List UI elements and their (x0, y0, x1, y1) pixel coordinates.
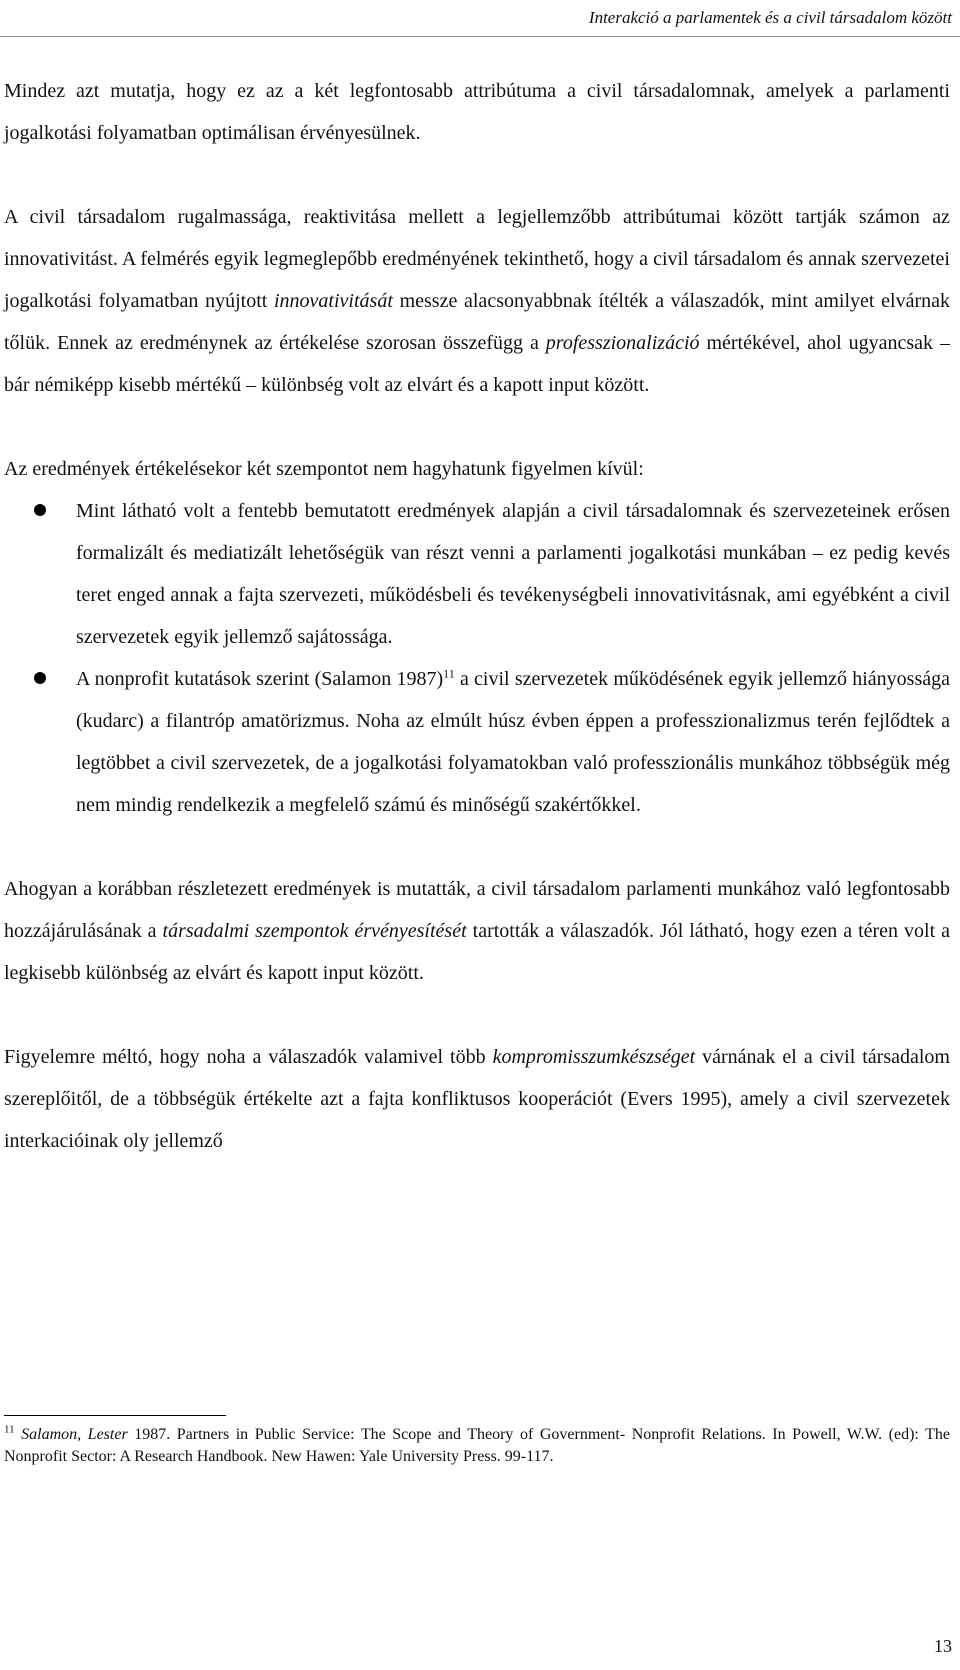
bullet-icon (34, 672, 46, 684)
paragraph-4 (4, 868, 950, 994)
page-body (4, 70, 950, 1162)
bullet-1-text: Mint látható volt a fentebb bemutatott eredmények alapján a civil társadalomnak és szervezeteinek erősen formalizált és mediatizált lehetőségük van részt venni a parlamenti jogalkotási munkában – ez pedig kevés teret enged annak a fajta szervezeti, működésbeli és tevékenységbeli innovativitásnak, ami egyébként a civil szervezetek egyik jellemző sajátossága. (76, 500, 950, 648)
footnote-author: Salamon, Lester (21, 1426, 128, 1443)
paragraph-5 (4, 1036, 950, 1162)
footnote (4, 1424, 950, 1468)
header-rule (0, 36, 960, 37)
footnote-reference: 11 (443, 666, 455, 681)
paragraph-3: Az eredmények értékelésekor két szempontot nem hagyhatunk figyelmen kívül: (4, 458, 644, 480)
paragraph-2 (4, 196, 950, 406)
bullet-2-part-b: a civil szervezetek működésének egyik jellemző hiányossága (kudarc) a filantróp amatörizmus. Noha az elmúlt húsz évben éppen a professzionalizmus terén fejlődtek a legtöbbet a civil szervezetek, de a jogalkotási folyamatokban való professzionális munkához többségük még nem mindig rendelkezik a megfelelő számú és minőségű szakértőkkel. (76, 668, 951, 816)
bullet-icon (34, 504, 46, 516)
bullet-2-part-a: A nonprofit kutatások szerint (Salamon 1987) (76, 668, 444, 690)
paragraph-2-part-b: messze alacsonyabbnak ítélték a válaszadók, mint amilyet elvárnak tőlük. Ennek az eredménynek az értékelése szorosan összefügg a (4, 290, 951, 354)
emphasis-tarsadalmi-szempontok: társadalmi szempontok érvényesítését (162, 920, 467, 942)
paragraph-4-part-a: Ahogyan a korábban részletezett eredmények is mutatták, a civil társadalom parlamenti munkához való legfontosabb hozzájárulásának a (4, 878, 950, 942)
emphasis-innovativitas: innovativitását (274, 290, 393, 312)
footnote-rule (4, 1415, 226, 1416)
paragraph-5-part-a: Figyelemre méltó, hogy noha a válaszadók valamivel több (4, 1046, 493, 1068)
footnote-number: 11 (4, 1423, 15, 1436)
page-number: 13 (934, 1636, 952, 1656)
paragraph-2-part-c: mértékével, ahol ugyancsak – bár némiképp kisebb mértékű – különbség volt az elvárt és a kapott input között. (4, 332, 951, 396)
bullet-item-1 (4, 490, 950, 658)
emphasis-kompromisszumkeszseg: kompromisszumkészséget (492, 1046, 696, 1068)
paragraph-4-part-b: tartották a válaszadók. Jól látható, hogy ezen a téren volt a legkisebb különbség az elvárt és kapott input között. (4, 920, 950, 984)
paragraph-2-part-a: A civil társadalom rugalmassága, reaktivitása mellett a legjellemzőbb attribútumai között tartják számon az innovativitást. A felmérés egyik legmeglepőbb eredményének tekinthető, hogy a civil társadalom és annak szervezetei jogalkotási folyamatban nyújtott (4, 206, 950, 312)
footnote-text: 1987. Partners in Public Service: The Scope and Theory of Government- Nonprofit Relations. In Powell, W.W. (ed): The Nonprofit Sector: A Research Handbook. New Hawen: Yale University Press. 99-117. (4, 1426, 951, 1465)
emphasis-professzionalizacio: professzionalizáció (545, 332, 700, 354)
bullet-list (4, 490, 950, 826)
paragraph-5-part-b: várnának el a civil társadalom szereplőitől, de a többségük értékelte azt a fajta konfliktusos kooperációt (Evers 1995), amely a civil szervezetek interkacióinak oly jellemző (4, 1046, 950, 1152)
running-header: Interakció a parlamentek és a civil társadalom között (588, 8, 952, 27)
bullet-item-2 (4, 658, 950, 826)
paragraph-1: Mindez azt mutatja, hogy ez az a két legfontosabb attribútuma a civil társadalomnak, amelyek a parlamenti jogalkotási folyamatban optimálisan érvényesülnek. (4, 80, 950, 144)
